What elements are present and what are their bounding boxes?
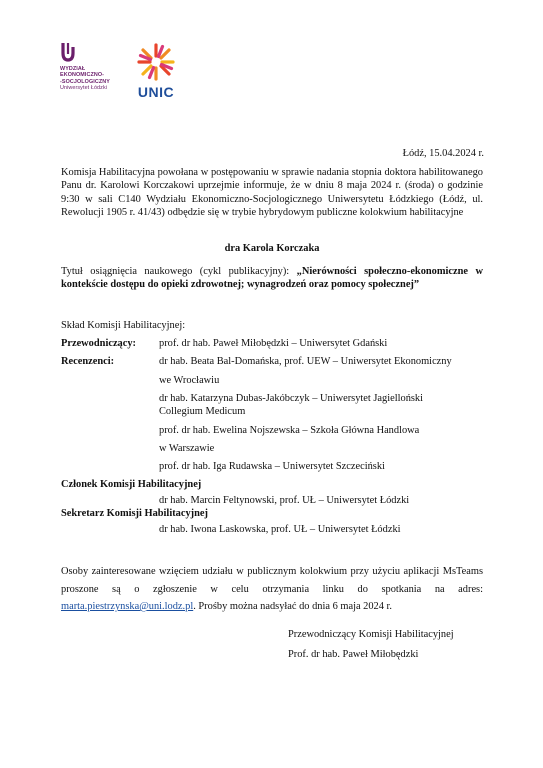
chair-name: prof. dr hab. Paweł Miłobędzki – Uniwersytet Gdański <box>159 338 388 349</box>
info-text: Osoby zainteresowane wzięciem udziału w publicznym kolokwium przy użyciu aplikacji MsTeams proszone są o zgłoszenie w celu otrzymania linku do spotkania na adres: <box>61 566 483 595</box>
candidate-name: dra Karola Korczaka <box>224 243 320 254</box>
reviewers-label: Recenzenci: <box>61 356 115 367</box>
reviewer-1-line2: we Wrocławiu <box>159 375 220 386</box>
intro-paragraph: Komisja Habilitacyjna powołana w postępowaniu w sprawie nadania stopnia doktora habilitowanego Panu dr. Karolowi Korczakowi uprzejmie informuje, że w dniu 8 maja 2024 r. (środa) o godzinie 9:30 w sali C140 Wydziału Ekonomiczno-Socjologicznego Uniwersytetu Łódzkiego (Łódź, ul. Rewolucji 1905 r. 41/43) odbędzie się w trybie hybrydowym publiczne kolokwium habilitacyjne <box>61 167 483 218</box>
achievement-title: „Nierówności społeczno-ekonomiczne w kontekście dostępu do opieki zdrowotnej; wynagrodzeń oraz pomocy społecznej” <box>61 266 483 291</box>
committee-heading: Skład Komisji Habilitacyjnej: <box>61 320 186 331</box>
secretary-name: dr hab. Iwona Laskowska, prof. UŁ – Uniwersytet Łódzki <box>159 524 401 535</box>
achievement-label: Tytuł osiągnięcia naukowego (cykl publikacyjny): <box>61 266 297 277</box>
reviewer-1-line1: dr hab. Beata Bal-Domańska, prof. UEW – Uniwersytet Ekonomiczny <box>159 356 452 367</box>
contact-email-link[interactable]: marta.piestrzynska@uni.lodz.pl <box>61 601 194 612</box>
document-date: Łódź, 15.04.2024 r. <box>402 148 484 159</box>
reviewer-3-line2: w Warszawie <box>159 443 215 454</box>
info-after: . Prośby można nadsyłać do dnia 6 maja 2024 r. <box>193 601 393 612</box>
faculty-logo-line2: EKONOMICZNO- <box>60 72 105 79</box>
member-name: dr hab. Marcin Feltynowski, prof. UŁ – Uniwersytet Łódzki <box>159 495 410 506</box>
faculty-logo <box>60 42 130 91</box>
info-paragraph <box>61 563 483 616</box>
reviewer-3-line1: prof. dr hab. Ewelina Nojszewska – Szkoła Główna Handlowa <box>159 425 420 436</box>
achievement-paragraph <box>61 265 483 292</box>
faculty-logo-line1: WYDZIAŁ <box>60 66 86 72</box>
unic-logo-text: UNIC <box>137 84 175 100</box>
faculty-logo-line3: -SOCJOLOGICZNY <box>60 78 110 85</box>
reviewer-2-line1: dr hab. Katarzyna Dubas-Jakóbczyk – Uniwersytet Jagielloński <box>159 393 424 404</box>
faculty-logo-line4: Uniwersytet Łódzki <box>60 84 108 91</box>
signature-role: Przewodniczący Komisji Habilitacyjnej <box>288 629 454 640</box>
unic-logo-burst-icon <box>136 42 176 82</box>
faculty-logo-mark-icon <box>61 42 75 62</box>
unic-logo <box>133 42 179 100</box>
reviewer-4-line1: prof. dr hab. Iga Rudawska – Uniwersytet Szczeciński <box>159 461 385 472</box>
reviewer-2-line2: Collegium Medicum <box>159 406 246 417</box>
member-label: Członek Komisji Habilitacyjnej <box>61 479 202 490</box>
signature-name: Prof. dr hab. Paweł Miłobędzki <box>288 649 419 660</box>
secretary-label: Sekretarz Komisji Habilitacyjnej <box>61 508 208 519</box>
chair-label: Przewodniczący: <box>61 338 137 349</box>
